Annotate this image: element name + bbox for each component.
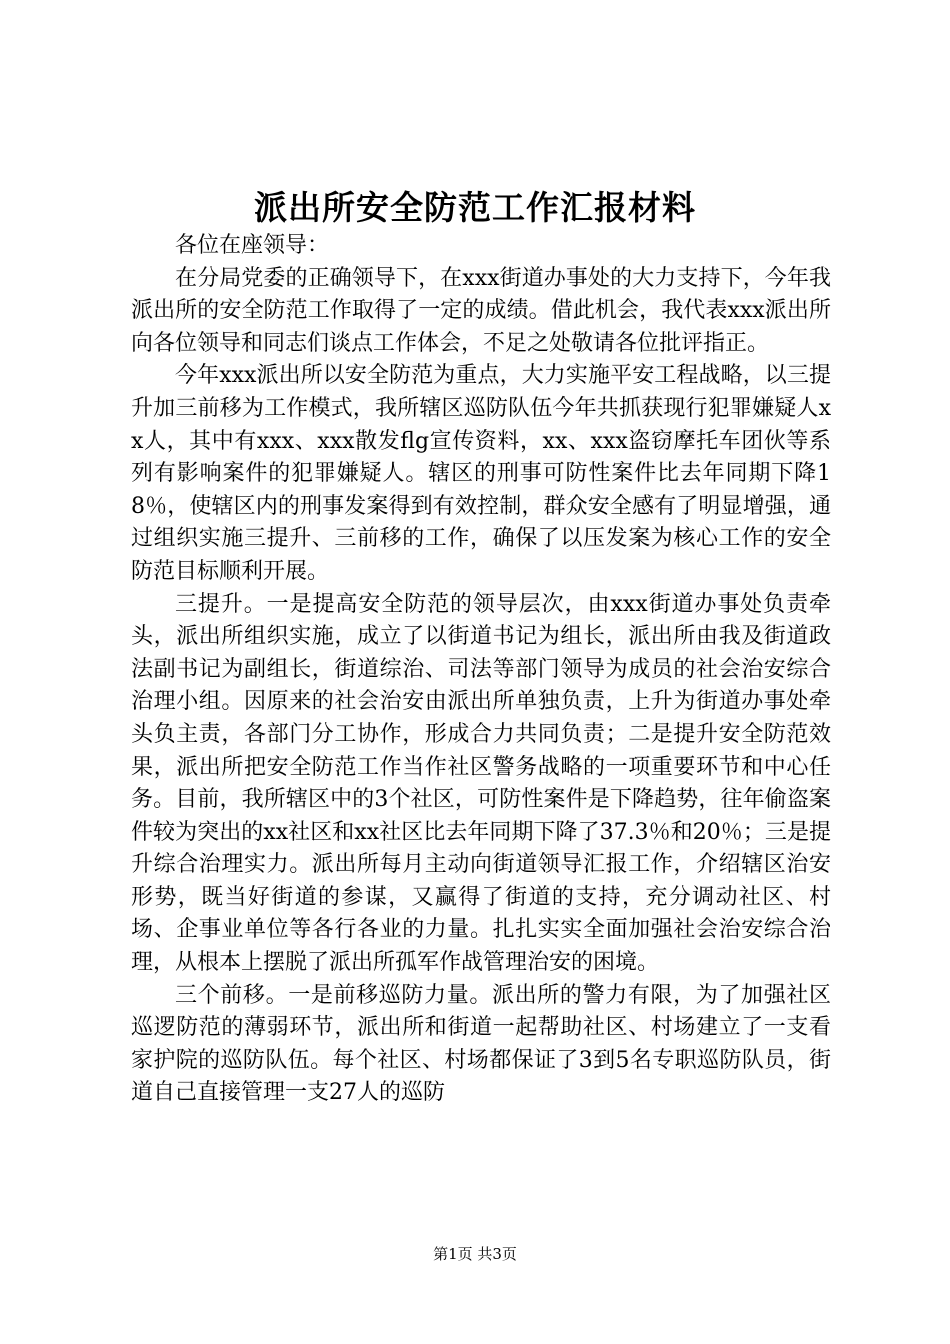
salutation: 各位在座领导：	[175, 233, 330, 258]
paragraph-overview: 今年xxx派出所以安全防范为重点，大力实施平安工程战略，以三提升加三前移为工作模式，我所辖区巡防队伍今年共抓获现行犯罪嫌疑人xx人，其中有xxx、xxx散发flg宣传资料，xx、xxx盗窃摩托车团伙等系列有影响案件的犯罪嫌疑人。辖区的刑事可防性案件比去年同期下降18％，使辖区内的刑事发案得到有效控制，群众安全感有了明显增强，通过组织实施三提升、三前移的工作，确保了以压发案为核心工作的安全防范目标顺利开展。	[131, 363, 831, 584]
document-body	[131, 230, 831, 1110]
paragraph-intro: 在分局党委的正确领导下，在xxx街道办事处的大力支持下，今年我派出所的安全防范工作取得了一定的成绩。借此机会，我代表xxx派出所向各位领导和同志们谈点工作体会，不足之处敬请各位批评指正。	[131, 265, 831, 356]
paragraph-three-improvements: 三提升。一是提高安全防范的领导层次，由xxx街道办事处负责牵头，派出所组织实施，成立了以街道书记为组长，派出所由我及街道政法副书记为副组长，街道综治、司法等部门领导为成员的社会治安综合治理小组。因原来的社会治安由派出所单独负责，上升为街道办事处牵头负主责，各部门分工协作，形成合力共同负责；二是提升安全防范效果，派出所把安全防范工作当作社区警务战略的一项重要环节和中心任务。目前，我所辖区中的3个社区，可防性案件是下降趋势，往年偷盗案件较为突出的xx社区和xx社区比去年同期下降了37.3％和20％；三是提升综合治理实力。派出所每月主动向街道领导汇报工作，介绍辖区治安形势，既当好街道的参谋，又赢得了街道的支持，充分调动社区、村场、企事业单位等各行各业的力量。扎扎实实全面加强社会治安综合治理，从根本上摆脱了派出所孤军作战管理治安的困境。	[131, 591, 831, 976]
page-number-footer: 第1页 共3页	[433, 1245, 517, 1263]
document-title: 派出所安全防范工作汇报材料	[254, 188, 696, 227]
paragraph-three-forward-moves: 三个前移。一是前移巡防力量。派出所的警力有限，为了加强社区巡逻防范的薄弱环节，派出所和街道一起帮助社区、村场建立了一支看家护院的巡防队伍。每个社区、村场都保证了3到5名专职巡防队员，街道自己直接管理一支27人的巡防	[131, 982, 831, 1106]
